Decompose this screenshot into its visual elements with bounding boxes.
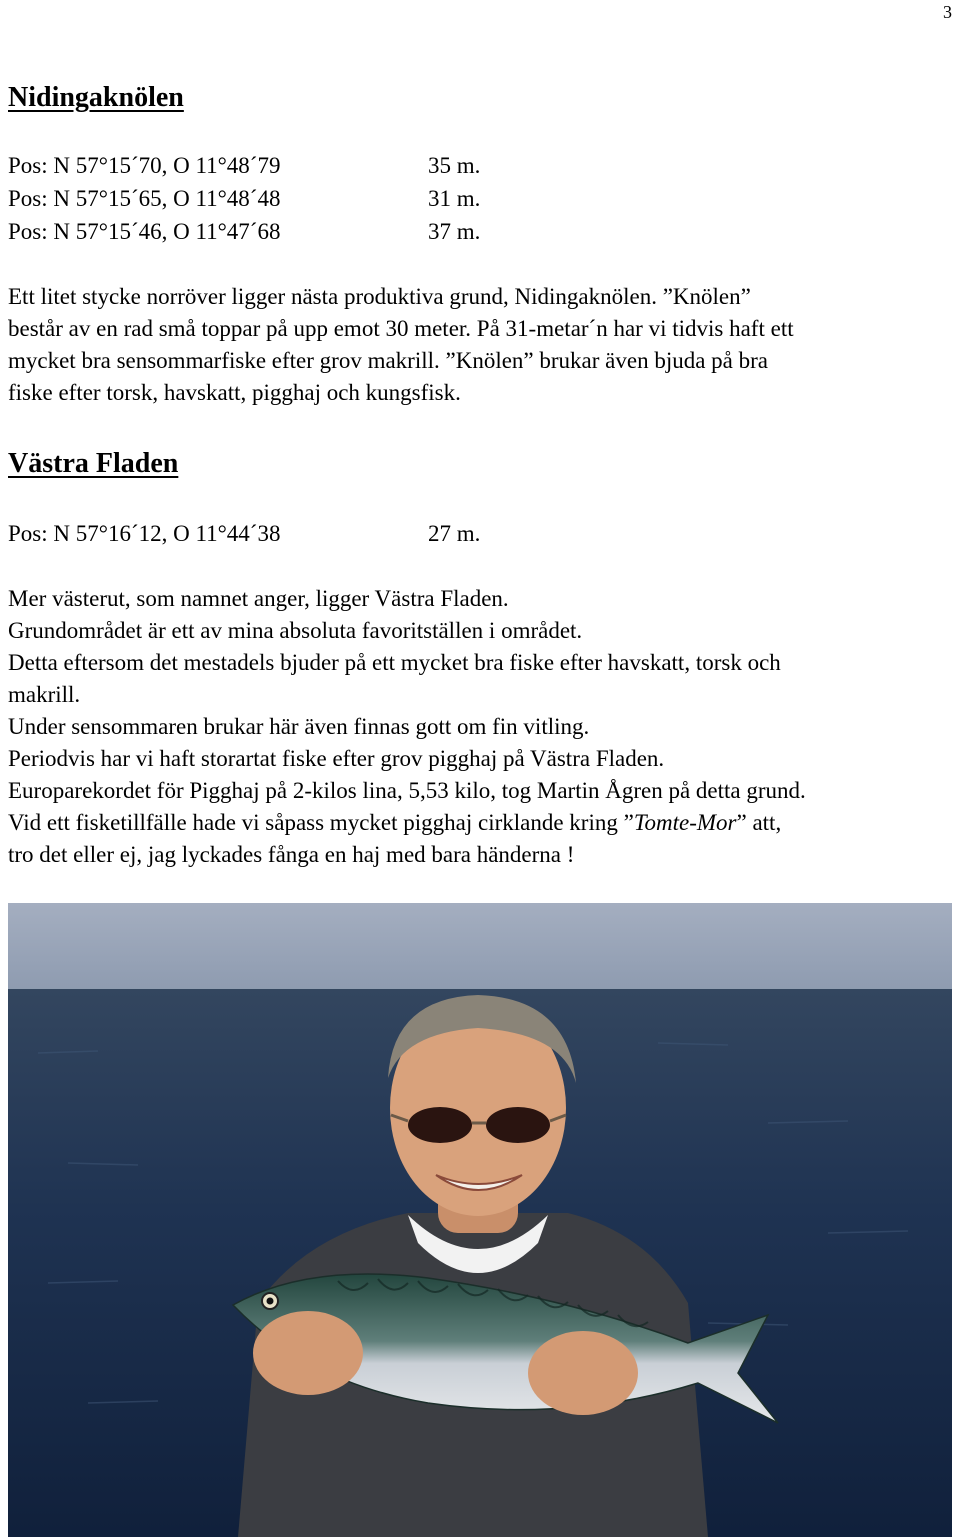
position-coordinates: Pos: N 57°16´12, O 11°44´38 xyxy=(8,521,281,546)
position-depth: 37 m. xyxy=(428,219,481,244)
paragraph-line: Grundområdet är ett av mina absoluta favoritställen i området. xyxy=(8,618,583,643)
paragraph-line: Under sensommaren brukar här även finnas gott om fin vitling. xyxy=(8,714,590,739)
boat-name: Tomte-Mor xyxy=(633,810,737,835)
section-heading-vastra-fladen: Västra Fladen xyxy=(8,448,179,479)
fisherman-photo xyxy=(8,903,952,1537)
photo-illustration xyxy=(8,903,952,1537)
position-depth: 31 m. xyxy=(428,186,481,211)
paragraph-line: Ett litet stycke norröver ligger nästa produktiva grund, Nidingaknölen. ”Knölen” xyxy=(8,284,751,309)
section-paragraph-vastra-fladen xyxy=(8,583,958,871)
paragraph-line: Mer västerut, som namnet anger, ligger Västra Fladen. xyxy=(8,586,509,611)
line-text: Vid ett fisketillfälle hade vi såpass mycket pigghaj cirklande kring ” xyxy=(8,810,634,835)
line-text: ” att, xyxy=(736,810,782,835)
paragraph-line: makrill. xyxy=(8,682,81,707)
paragraph-line: mycket bra sensommarfiske efter grov makrill. ”Knölen” brukar även bjuda på bra xyxy=(8,348,768,373)
position-depth: 27 m. xyxy=(428,521,481,546)
position-coordinates: Pos: N 57°15´46, O 11°47´68 xyxy=(8,219,281,244)
paragraph-line: Periodvis har vi haft storartat fiske efter grov pigghaj på Västra Fladen. xyxy=(8,746,665,771)
position-coordinates: Pos: N 57°15´65, O 11°48´48 xyxy=(8,186,281,211)
sky xyxy=(8,903,952,991)
section-paragraph-nidingaknolen xyxy=(8,281,958,409)
paragraph-line: består av en rad små toppar på upp emot 30 meter. På 31-metar´n har vi tidvis haft ett xyxy=(8,316,794,341)
position-depth: 35 m. xyxy=(428,153,481,178)
page-number: 3 xyxy=(943,2,952,22)
paragraph-line: Europarekordet för Pigghaj på 2-kilos lina, 5,53 kilo, tog Martin Ågren på detta grund. xyxy=(8,778,806,803)
section-heading-nidingaknolen: Nidingaknölen xyxy=(8,82,184,113)
mackerel-pupil xyxy=(267,1298,274,1305)
paragraph-line: Detta eftersom det mestadels bjuder på ett mycket bra fiske efter havskatt, torsk och xyxy=(8,650,781,675)
left-hand xyxy=(253,1311,363,1395)
right-hand xyxy=(528,1331,638,1415)
paragraph-line: tro det eller ej, jag lyckades fånga en haj med bara händerna ! xyxy=(8,842,575,867)
paragraph-line: fiske efter torsk, havskatt, pigghaj och kungsfisk. xyxy=(8,380,461,405)
position-coordinates: Pos: N 57°15´70, O 11°48´79 xyxy=(8,153,281,178)
paragraph-line xyxy=(8,807,958,839)
